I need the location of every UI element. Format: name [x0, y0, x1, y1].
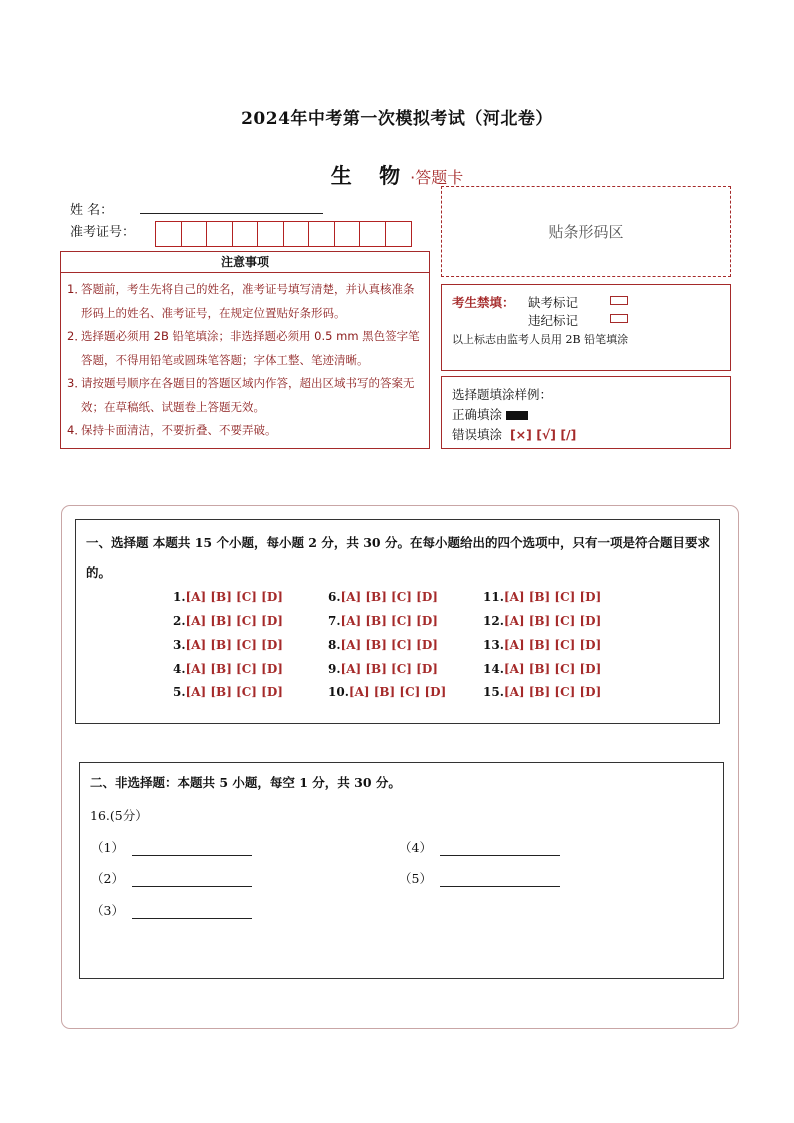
question-16-label: 16.(5分）	[90, 808, 148, 823]
notice-num: 3．	[67, 376, 86, 390]
id-box[interactable]	[207, 222, 233, 246]
id-box[interactable]	[335, 222, 361, 246]
id-box[interactable]	[284, 222, 310, 246]
answer-options[interactable]: [A] [B] [C] [D]	[340, 614, 438, 628]
notice-text: 请按题号顺序在各题目的答题区域内作答，超出区域书写的答案无效；在草稿纸、试题卷上答题无效。	[81, 376, 415, 414]
answer-options[interactable]: [A] [B] [C] [D]	[503, 685, 602, 699]
answer-blank-5[interactable]	[399, 869, 560, 887]
absent-mark-label: 缺考标记	[528, 295, 579, 310]
subject-suffix: ·答题卡	[410, 168, 464, 187]
question-number: 8.	[328, 638, 341, 652]
notice-item	[67, 325, 423, 372]
notice-num: 2．	[67, 329, 86, 343]
answer-options[interactable]: [A] [B] [C] [D]	[503, 590, 602, 604]
notice-title: 注意事项	[60, 251, 430, 273]
id-box[interactable]	[156, 222, 182, 246]
id-label: 准考证号：	[70, 225, 136, 240]
sample-title: 选择题填涂样例：	[452, 387, 553, 402]
question-number: 12.	[483, 614, 504, 628]
answer-options[interactable]: [A] [B] [C] [D]	[503, 638, 602, 652]
answer-blank-1[interactable]	[91, 838, 252, 856]
blank-line[interactable]	[440, 841, 560, 856]
blank-number: （2）	[91, 871, 124, 886]
mc-question[interactable]	[328, 614, 438, 628]
answer-options[interactable]: [A] [B] [C] [D]	[340, 590, 438, 604]
question-number: 9.	[328, 662, 341, 676]
notice-item	[67, 278, 423, 325]
blank-number: （5）	[399, 871, 432, 886]
blank-line[interactable]	[440, 872, 560, 887]
blank-number: （1）	[91, 840, 124, 855]
wrong-marks: [×] [√] [/]	[509, 427, 577, 442]
blank-line[interactable]	[132, 841, 252, 856]
id-box[interactable]	[258, 222, 284, 246]
exam-title: 2024年中考第一次模拟考试（河北卷）	[241, 109, 553, 129]
id-box[interactable]	[233, 222, 259, 246]
blank-number: （3）	[91, 903, 124, 918]
question-number: 3.	[173, 638, 186, 652]
name-label: 姓 名：	[70, 203, 114, 218]
mc-question[interactable]	[483, 614, 601, 628]
absent-mark-box[interactable]	[610, 296, 628, 305]
answer-options[interactable]: [A] [B] [C] [D]	[185, 638, 283, 652]
question-number: 7.	[328, 614, 341, 628]
blank-line[interactable]	[132, 872, 252, 887]
mc-question[interactable]	[483, 662, 601, 676]
absent-mark-row	[528, 293, 578, 311]
forbid-note: 以上标志由监考人员用 2B 铅笔填涂	[452, 333, 629, 346]
correct-label: 正确填涂	[452, 407, 503, 422]
forbid-label: 考生禁填：	[452, 295, 515, 310]
mc-question[interactable]	[173, 638, 283, 652]
wrong-label: 错误填涂	[452, 427, 503, 442]
mc-question[interactable]	[328, 662, 438, 676]
answer-blank-2[interactable]	[91, 869, 252, 887]
mc-question[interactable]	[173, 614, 283, 628]
correct-sample	[452, 405, 720, 425]
blank-line[interactable]	[132, 904, 252, 919]
mc-question[interactable]	[173, 685, 283, 699]
question-number: 13.	[483, 638, 504, 652]
notice-num: 4．	[67, 423, 86, 437]
question-number: 1.	[173, 590, 186, 604]
answer-options[interactable]: [A] [B] [C] [D]	[185, 590, 283, 604]
mc-question[interactable]	[173, 662, 283, 676]
wrong-sample	[452, 425, 720, 445]
subject-name: 生 物	[330, 163, 411, 188]
answer-options[interactable]: [A] [B] [C] [D]	[185, 662, 283, 676]
notice-text: 答题前，考生先将自己的姓名，准考证号填写清楚，并认真核准条形码上的姓名、准考证号，在规定位置贴好条形码。	[81, 282, 415, 320]
mc-question[interactable]	[483, 685, 601, 699]
question-number: 5.	[173, 685, 186, 699]
barcode-area	[441, 186, 731, 277]
proctor-only-box	[441, 284, 731, 371]
mc-section-header: 一、选择题 本题共 15 个小题，每小题 2 分，共 30 分。在每小题给出的四个选项中，只有一项是符合题目要求的。	[86, 535, 710, 580]
mc-question[interactable]	[328, 590, 438, 604]
question-number: 6.	[328, 590, 341, 604]
mc-question[interactable]	[483, 638, 601, 652]
notice-item	[67, 419, 423, 443]
notice-item	[67, 372, 423, 419]
id-box[interactable]	[309, 222, 335, 246]
mc-question[interactable]	[483, 590, 601, 604]
filled-mark-sample	[506, 411, 528, 420]
question-number: 15.	[483, 685, 504, 699]
nmc-section-header: 二、非选择题：本题共 5 小题，每空 1 分，共 30 分。	[90, 775, 401, 790]
notice-num: 1．	[67, 282, 86, 296]
question-number: 4.	[173, 662, 186, 676]
id-box[interactable]	[182, 222, 208, 246]
question-number: 14.	[483, 662, 504, 676]
notice-list	[60, 273, 430, 449]
id-box[interactable]	[360, 222, 386, 246]
answer-options[interactable]: [A] [B] [C] [D]	[185, 614, 283, 628]
notice-text: 保持卡面清洁，不要折叠、不要弄破。	[81, 423, 277, 437]
answer-options[interactable]: [A] [B] [C] [D]	[185, 685, 283, 699]
fill-sample-box	[441, 376, 731, 449]
barcode-label: 贴条形码区	[548, 223, 624, 241]
name-field[interactable]	[140, 213, 323, 214]
blank-number: （4）	[399, 840, 432, 855]
answer-options[interactable]: [A] [B] [C] [D]	[340, 662, 438, 676]
violation-mark-label: 违纪标记	[528, 313, 579, 328]
question-number: 2.	[173, 614, 186, 628]
answer-options[interactable]: [A] [B] [C] [D]	[348, 685, 447, 699]
answer-options[interactable]: [A] [B] [C] [D]	[340, 638, 438, 652]
question-number: 10.	[328, 685, 349, 699]
violation-mark-box[interactable]	[610, 314, 628, 323]
answer-options[interactable]: [A] [B] [C] [D]	[503, 614, 602, 628]
exam-id-boxes[interactable]	[155, 221, 412, 247]
answer-options[interactable]: [A] [B] [C] [D]	[503, 662, 602, 676]
mc-question[interactable]	[328, 638, 438, 652]
mc-question[interactable]	[328, 685, 446, 699]
answer-blank-3[interactable]	[91, 901, 252, 919]
violation-mark-row	[528, 311, 578, 329]
question-number: 11.	[483, 590, 504, 604]
answer-blank-4[interactable]	[399, 838, 560, 856]
notice-text: 选择题必须用 2B 铅笔填涂；非选择题必须用 0.5 mm 黑色签字笔答题，不得用铅笔或圆珠笔答题；字体工整、笔迹清晰。	[81, 329, 420, 367]
mc-question[interactable]	[173, 590, 283, 604]
id-box[interactable]	[386, 222, 412, 246]
